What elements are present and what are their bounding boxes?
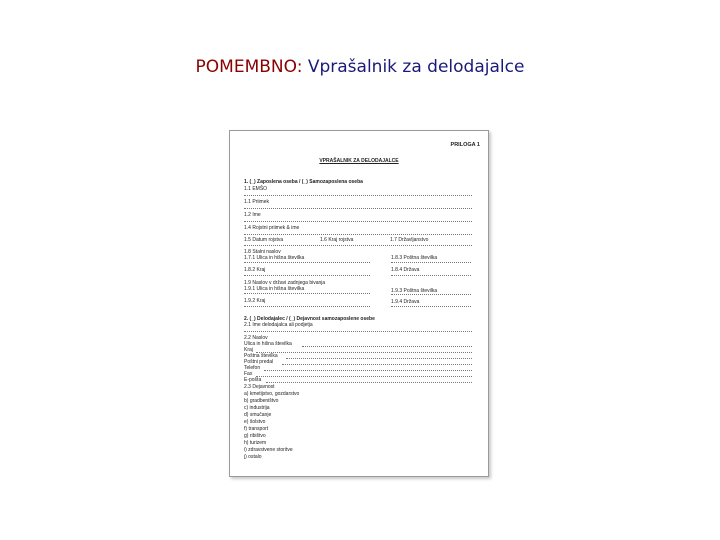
line-10 (244, 331, 472, 332)
activity-d: d) smučanje (244, 412, 272, 418)
field-ulica-2: 1.9.1 Ulica in hišna številka (244, 286, 305, 292)
activity-b: b) gradbeništvo (244, 398, 279, 404)
field-kraj-rojstva: 1.6 Kraj rojstva (320, 237, 354, 243)
field-naslov-2: 2.2 Naslov (244, 335, 268, 341)
field-ulica-3: Ulica in hišna številka (244, 341, 292, 347)
line-3 (244, 221, 472, 222)
document-page (229, 130, 489, 477)
line-2 (244, 208, 472, 209)
activity-a: a) kmetijstvo, gozdarstvo (244, 391, 300, 397)
field-postni-predal: Poštni predal (244, 359, 274, 365)
line-1 (244, 195, 472, 196)
field-kraj-3: Kraj (244, 347, 253, 353)
field-telefon: Telefon (244, 365, 261, 371)
field-priimek: 1.1 Priimek (244, 199, 270, 205)
line-9a (244, 306, 370, 307)
activity-f: f) transport (244, 426, 269, 432)
field-emso: 1.1 EMŠO (244, 186, 268, 192)
line-17 (266, 382, 472, 383)
field-drzava-1: 1.8.4 Država (391, 267, 420, 273)
line-7a (244, 275, 370, 276)
document-title: VPRAŠALNIK ZA DELODAJALCE (319, 158, 399, 164)
section-1-header: 1. (_) Zaposlena oseba / (_) Samozaposlena oseba (244, 179, 363, 185)
field-ime: 1.2 Ime (244, 212, 261, 218)
section-2-header: 2. (_) Delodajalec / (_) Dejavnost samozaposlene osebe (244, 316, 375, 322)
field-kraj-1: 1.8.2 Kraj (244, 267, 266, 273)
field-eposta: E-pošta (244, 377, 262, 383)
line-8b (391, 294, 471, 295)
activity-i: i) zdravstvene storitve (244, 447, 293, 453)
activity-j: j) ostalo (244, 454, 262, 460)
priloga-label: PRILOGA 1 (450, 142, 480, 148)
field-drzava-2: 1.9.4 Država (391, 299, 420, 305)
field-stalni-naslov: 1.8 Stalni naslov (244, 249, 281, 255)
slide-title-strong: POMEMBNO: (195, 57, 303, 77)
line-14 (282, 364, 472, 365)
line-6a (244, 262, 370, 263)
line-12 (256, 352, 472, 353)
slide-title-rest: Vprašalnik za delodajalce (302, 57, 525, 77)
field-drzavljanstvo: 1.7 Državljanstvo (390, 237, 429, 243)
field-fax: Fax (244, 371, 253, 377)
line-9b (391, 306, 471, 307)
slide-title (0, 57, 720, 77)
field-rojstni-priimek: 1.4 Rojstni priimek & ime (244, 225, 300, 231)
field-postna-2: 1.9.3 Poštna številka (391, 288, 438, 294)
field-naslov-zadnjega: 1.9 Naslov v državi zadnjega bivanja (244, 280, 326, 286)
field-ulica-1: 1.7.1 Ulica in hišna številka (244, 255, 305, 261)
field-kraj-2: 1.9.2 Kraj (244, 298, 266, 304)
line-5 (244, 245, 472, 246)
line-13 (286, 358, 472, 359)
field-datum-rojstva: 1.5 Datum rojstva (244, 237, 284, 243)
line-7b (391, 275, 471, 276)
line-6b (391, 262, 471, 263)
field-postna-3: Poštna številka (244, 353, 278, 359)
line-15 (264, 370, 472, 371)
field-dejavnost: 2.3 Dejavnost (244, 384, 275, 390)
activity-h: h) turizem (244, 440, 267, 446)
line-4 (244, 234, 472, 235)
field-postna-1: 1.8.3 Poštna številka (391, 255, 438, 261)
activity-g: g) ribištvo (244, 433, 266, 439)
field-ime-delodajalca: 2.1 Ime delodajalca ali podjetja (244, 322, 313, 328)
activity-c: c) industrija (244, 405, 270, 411)
line-16 (256, 376, 472, 377)
activity-e: e) šolstvo (244, 419, 266, 425)
line-8a (244, 293, 370, 294)
line-11 (302, 346, 472, 347)
